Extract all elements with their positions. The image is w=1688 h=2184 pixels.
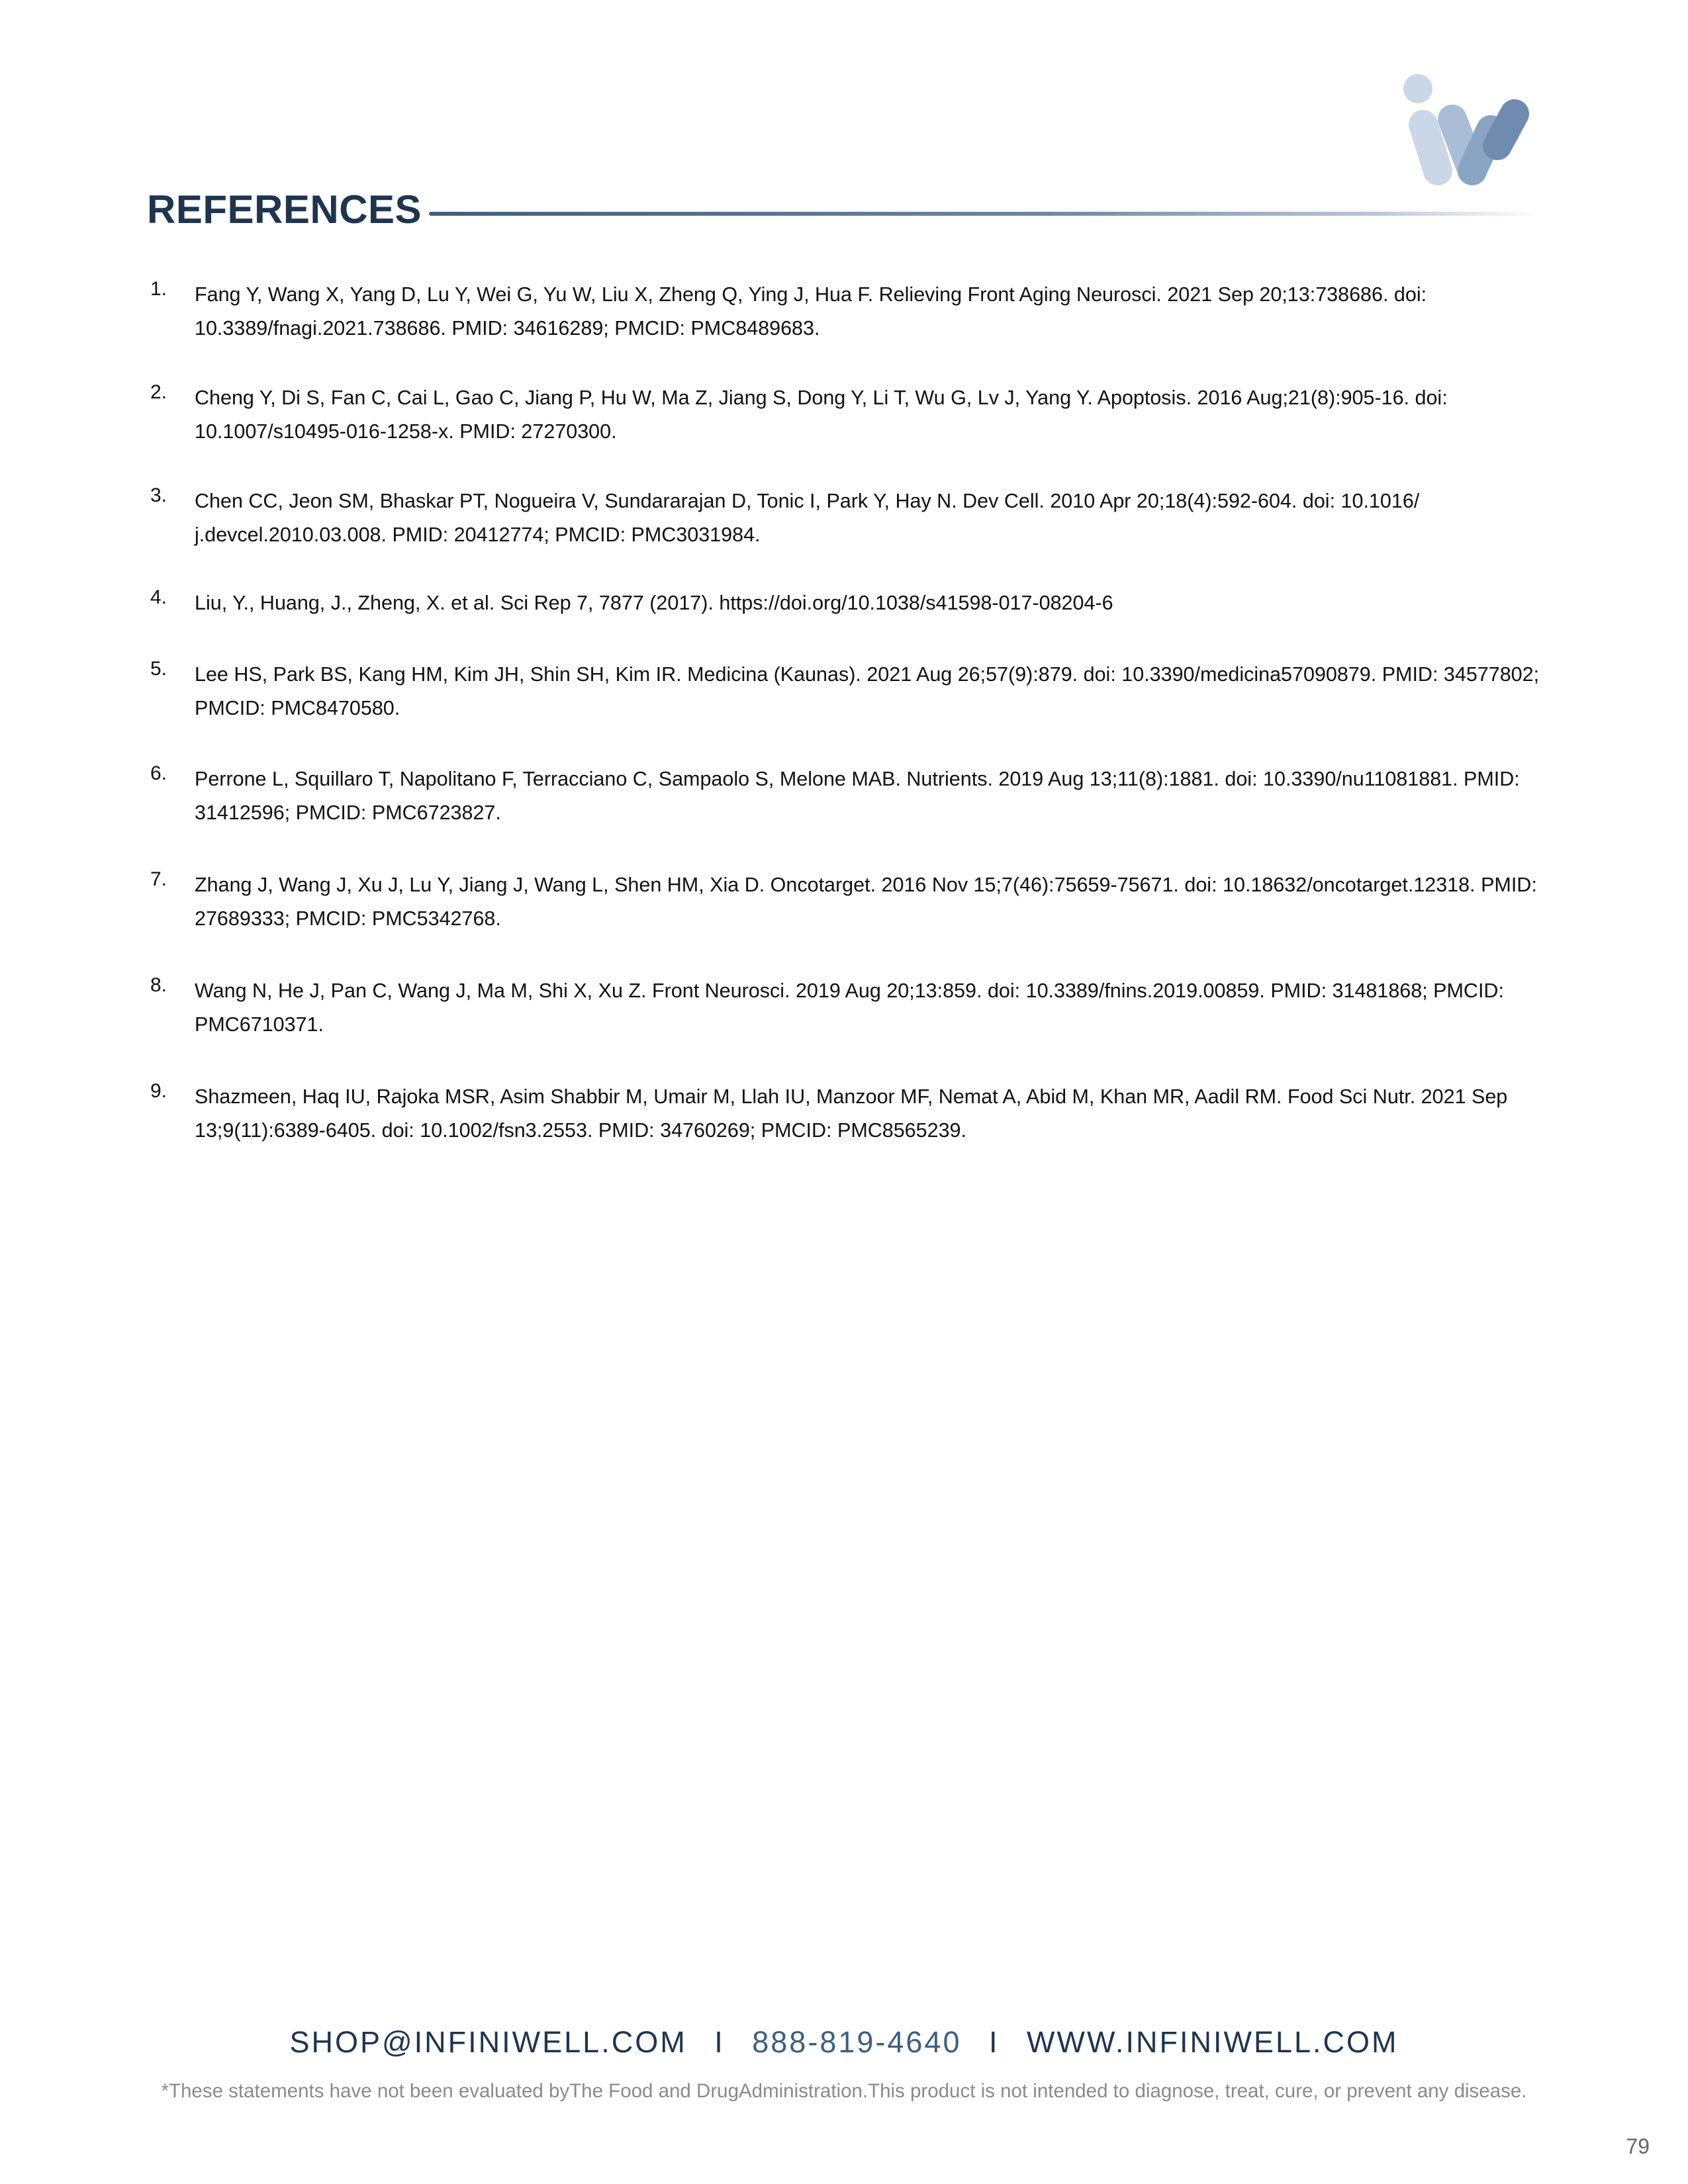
reference-number: 6. [150,762,167,784]
page-number: 79 [1626,2134,1650,2158]
reference-text: Chen CC, Jeon SM, Bhaskar PT, Nogueira V, Sundararajan D, Tonic I, Park Y, Hay N. Dev Cell. 2010 Apr 20;18(4):592-604. doi: 10.1016/ j.devcel.2010.03.008. PMID: 20412774; PMCID: PMC3031984. [195,490,1420,546]
reference-text: Cheng Y, Di S, Fan C, Cai L, Gao C, Jiang P, Hu W, Ma Z, Jiang S, Dong Y, Li T, Wu G, Lv J, Yang Y. Apoptosis. 2016 Aug;21(8):905-16. doi: 10.1007/s10495-016-1258-x. PMID: 27270300. [195,387,1448,443]
reference-number: 5. [150,658,167,680]
reference-text: Fang Y, Wang X, Yang D, Lu Y, Wei G, Yu W, Liu X, Zheng Q, Ying J, Hua F. Relieving Front Aging Neurosci. 2021 Sep 20;13:738686. doi: 10.3389/fnagi.2021.738686. PMID: 34616289; PMCID: PMC8489683. [195,283,1427,340]
fda-disclaimer: *These statements have not been evaluated byThe Food and DrugAdministration.This product is not intended to diagnose, treat, cure, or prevent any disease. [161,2080,1527,2102]
reference-number: 4. [150,586,167,608]
reference-text: Liu, Y., Huang, J., Zheng, X. et al. Sci Rep 7, 7877 (2017). https://doi.org/10.1038/s41598-017-08204-6 [195,592,1113,614]
reference-number: 7. [150,868,167,890]
reference-text: Lee HS, Park BS, Kang HM, Kim JH, Shin SH, Kim IR. Medicina (Kaunas). 2021 Aug 26;57(9):879. doi: 10.3390/medicina57090879. PMID: 34577802; PMCID: PMC8470580. [195,663,1540,719]
footer-website-link[interactable]: WWW.INFINIWELL.COM [1027,2025,1399,2059]
infiniwell-logo-icon [1398,71,1541,191]
reference-number: 9. [150,1080,167,1102]
reference-number: 2. [150,381,167,403]
footer-separator: I [989,2025,1000,2059]
reference-text: Perrone L, Squillaro T, Napolitano F, Terracciano C, Sampaolo S, Melone MAB. Nutrients. 2019 Aug 13;11(8):1881. doi: 10.3390/nu11081881. PMID: 31412596; PMCID: PMC6723827. [195,768,1520,824]
reference-text: Zhang J, Wang J, Xu J, Lu Y, Jiang J, Wang L, Shen HM, Xia D. Oncotarget. 2016 Nov 15;7(46):75659-75671. doi: 10.18632/oncotarget.12318. PMID: 27689333; PMCID: PMC5342768. [195,874,1537,930]
footer-contact [0,2025,1688,2060]
footer-email-link[interactable]: SHOP@INFINIWELL.COM [289,2025,687,2059]
page-title: REFERENCES [147,187,422,232]
reference-text: Wang N, He J, Pan C, Wang J, Ma M, Shi X, Xu Z. Front Neurosci. 2019 Aug 20;13:859. doi: 10.3389/fnins.2019.00859. PMID: 31481868; PMCID: PMC6710371. [195,979,1504,1036]
footer-phone-link[interactable]: 888-819-4640 [752,2025,962,2059]
heading-divider [429,212,1541,216]
reference-number: 3. [150,484,167,506]
footer-separator: I [714,2025,725,2059]
reference-text: Shazmeen, Haq IU, Rajoka MSR, Asim Shabbir M, Umair M, Llah IU, Manzoor MF, Nemat A, Abid M, Khan MR, Aadil RM. Food Sci Nutr. 2021 Sep 13;9(11):6389-6405. doi: 10.1002/fsn3.2553. PMID: 34760269; PMCID: PMC8565239. [195,1085,1508,1142]
reference-number: 8. [150,974,167,996]
reference-number: 1. [150,278,167,300]
